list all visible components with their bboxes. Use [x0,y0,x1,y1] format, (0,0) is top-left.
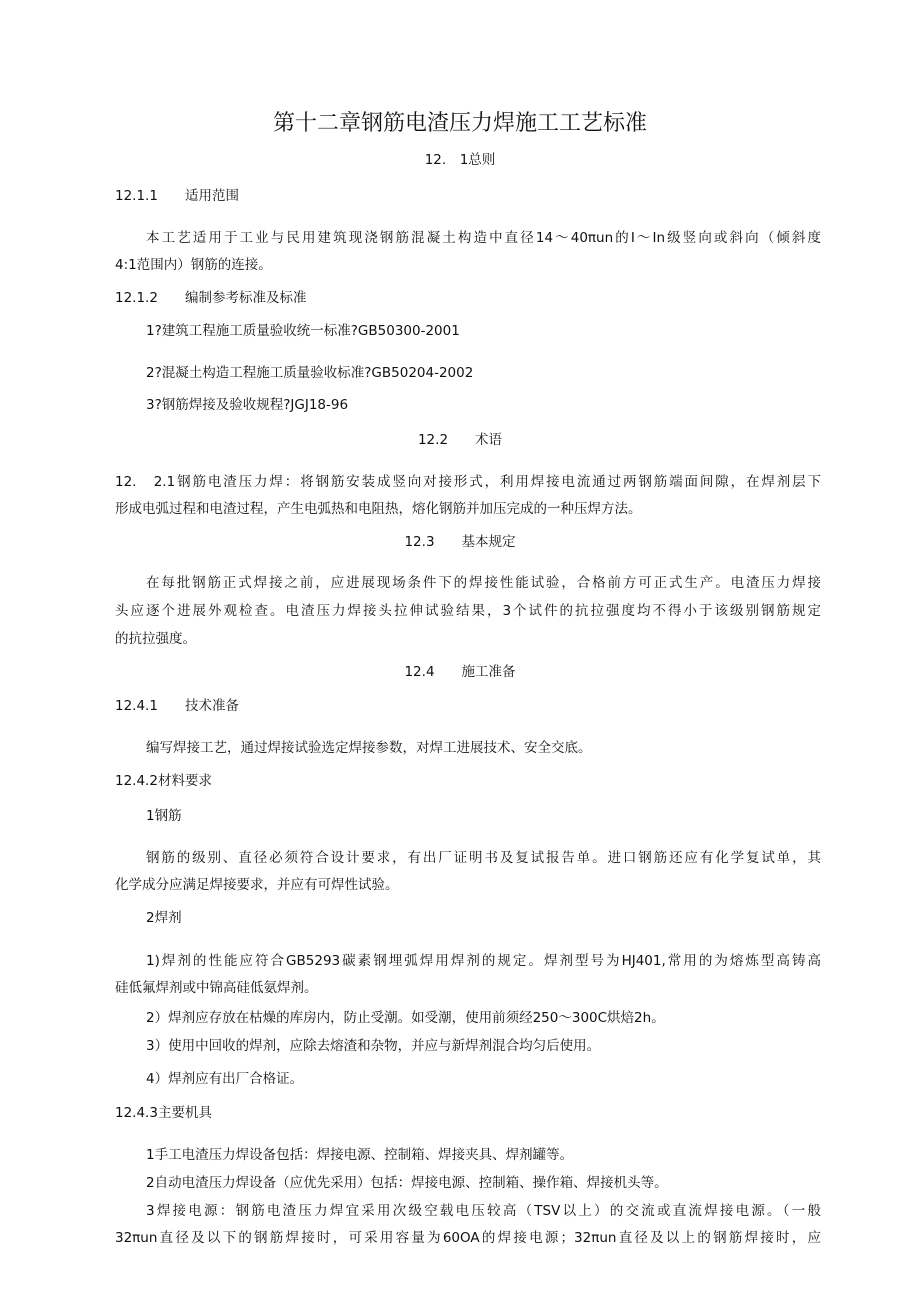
paragraph-line: 化学成分应满足焊接要求，并应有可焊性试验。 [115,877,399,893]
paragraph-line: 硅低氟焊剂或中锦高硅低氨焊剂。 [115,980,318,996]
list-item: 3）使用中回收的焊剂，应除去熔渣和杂物，并应与新焊剂混合均匀后使用。 [146,1038,601,1054]
list-item-heading: 1钢筋 [146,808,182,824]
paragraph-line: 32πun直径及以下的钢筋焊接时，可采用容量为60OA的焊接电源；32πun直径及以上的钢筋焊接时，应 [115,1230,821,1246]
subsection-heading-12-4-1: 12.4.1 技术准备 [115,698,239,714]
reference-item: 3?钢筋焊接及验收规程?JGJ18-96 [146,397,349,413]
paragraph-line: 钢筋的级别、直径必须符合设计要求，有出厂证明书及复试报告单。进口钢筋还应有化学复试单，其 [146,850,821,866]
section-heading-12-3: 12.3 基本规定 [404,534,516,550]
list-item: 4）焊剂应有出厂合格证。 [146,1071,304,1087]
list-item: 2）焊剂应存放在枯燥的库房内，防止受潮。如受潮，使用前须经250～300C烘焙2h。 [146,1010,665,1026]
subsection-heading-12-4-3: 12.4.3主要机具 [115,1105,212,1121]
subsection-heading-12-4-2: 12.4.2材料要求 [115,773,212,789]
paragraph-line: 形成电弧过程和电渣过程，产生电弧热和电阻热，熔化钢筋并加压完成的一种压焊方法。 [115,501,642,517]
list-item: 1手工电渣压力焊设备包括：焊接电源、控制箱、焊接夹具、焊剂罐等。 [146,1147,574,1163]
section-heading-12-4: 12.4 施工准备 [404,664,516,680]
paragraph-line: 的抗拉强度。 [115,631,196,647]
reference-item: 2?混凝土构造工程施工质量验收标准?GB50204-2002 [146,365,474,381]
paragraph-line: 本工艺适用于工业与民用建筑现浇钢筋混凝土构造中直径14～40πun的I～In级竖向或斜向（倾斜度 [146,230,821,246]
paragraph-line: 12. 2.1钢筋电渣压力焊：将钢筋安装成竖向对接形式，利用焊接电流通过两钢筋端面间隙，在焊剂层下 [115,474,821,490]
list-item-heading: 2焊剂 [146,910,182,926]
subsection-heading-12-1-1: 12.1.1 适用范围 [115,188,239,204]
paragraph-line: 在每批钢筋正式焊接之前，应进展现场条件下的焊接性能试验，合格前方可正式生产。电渣压力焊接 [146,575,821,591]
paragraph-line: 3焊接电源：钢筋电渣压力焊宜采用次级空载电压较高（TSV以上）的交流或直流焊接电源。（一般 [146,1203,821,1219]
paragraph-line: 1)焊剂的性能应符合GB5293碳素钢埋弧焊用焊剂的规定。焊剂型号为HJ401,常用的为熔炼型高铸高 [146,953,821,969]
reference-item: 1?建筑工程施工质量验收统一标准?GB50300-2001 [146,323,460,339]
paragraph-line: 4:1范围内）钢筋的连接。 [115,257,272,273]
section-heading-12-1: 12. 1总则 [424,152,496,168]
paragraph-line: 编写焊接工艺，通过焊接试验选定焊接参数，对焊工进展技术、安全交底。 [146,740,592,756]
chapter-title: 第十二章钢筋电渣压力焊施工工艺标准 [272,111,647,136]
list-item: 2自动电渣压力焊设备（应优先采用）包括：焊接电源、控制箱、操作箱、焊接机头等。 [146,1175,668,1191]
paragraph-line: 头应逐个进展外观检查。电渣压力焊接头拉伸试验结果，3个试件的抗拉强度均不得小于该级别钢筋规定 [115,603,821,619]
subsection-heading-12-1-2: 12.1.2 编制参考标准及标准 [115,290,307,306]
section-heading-12-2: 12.2 术语 [417,432,503,448]
